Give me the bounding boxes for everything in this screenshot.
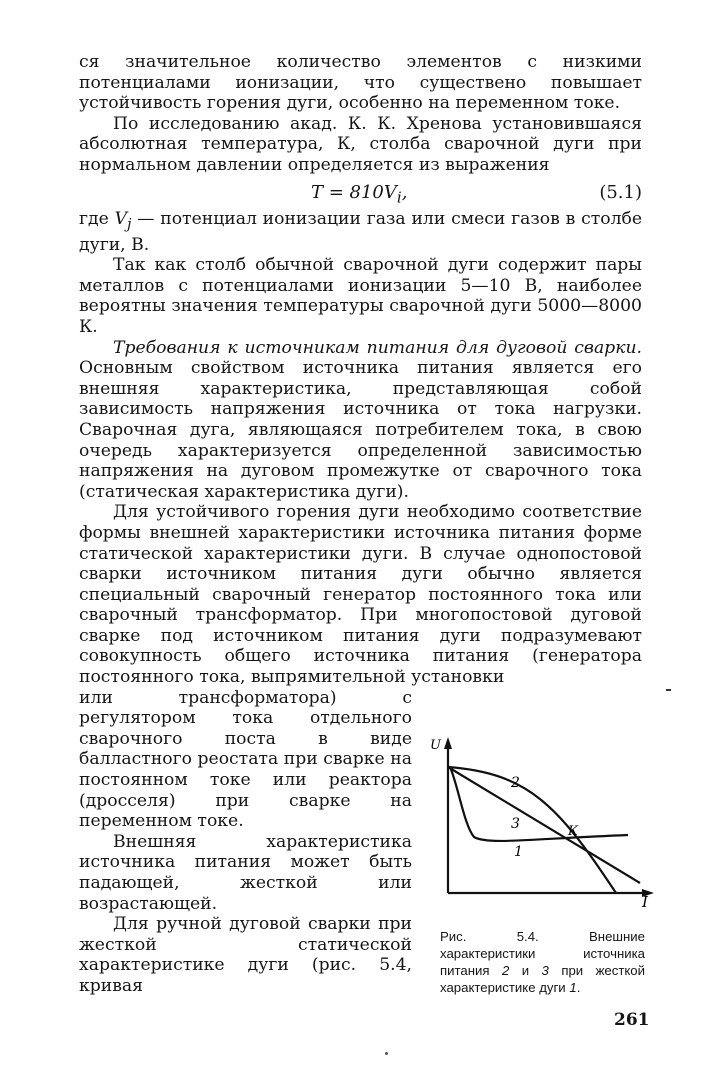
- paragraph-khrenov: По исследованию акад. К. К. Хренова установившаяся абсолютная температура, К, столба сварочной дуги при нормальном давлении определяется из выражения: [79, 113, 642, 175]
- curve-1: [450, 767, 628, 841]
- paragraph-external-characteristic: Внешняя характеристика источника питания может быть падающей, жесткой или возрастающей.: [79, 831, 412, 914]
- formula-5-1: [79, 180, 642, 206]
- paragraph-stability-continued: или трансформатора) с регулятором тока отдельного сварочного поста в виде балластного реостата при сварке на постоянном токе или реактора (дросселя) при сварке на переменном токе.: [79, 687, 412, 832]
- curve-3: [448, 767, 640, 883]
- paragraph-continuation: ся значительное количество элементов с низкими потенциалами ионизации, что существено повышает устойчивость горения дуги, особенно на переменном токе.: [79, 52, 642, 114]
- page-number: 261: [614, 1010, 650, 1030]
- paragraph-temperature: Так как столб обычной сварочной дуги содержит пары металлов с потенциалами ионизации 5—10 В, наиболее вероятны значения температуры сварочной дуги 5000—8000 К.: [79, 255, 642, 337]
- curve-label-2: 2: [511, 775, 520, 791]
- formula-expression: $T = 810V_i$,: [311, 181, 408, 207]
- section-heading: Требования к источникам питания для дуговой сварки.: [113, 337, 642, 358]
- paragraph-manual-welding: Для ручной дуговой сварки при жесткой статической характеристике дуги (рис. 5.4, кривая: [79, 914, 412, 996]
- bottom-speck: [385, 1052, 388, 1055]
- formula-number: (5.1): [599, 181, 642, 203]
- point-label-k: К: [568, 824, 579, 839]
- paragraph-requirements: Требования к источникам питания для дуговой сварки. Основным свойством источника питания является его внешняя характеристика, представляющая собой зависимость напряжения источника от тока нагрузки. Сварочная дуга, являющаяся потребителем тока, в свою очередь характеризуется определенной зависимостью напряжения на дуговом промежутке от сварочного тока (статическая характеристика дуги).: [79, 337, 642, 502]
- axis-y-label: U: [430, 738, 441, 753]
- margin-mark: [666, 689, 671, 691]
- axis-x-label: I: [642, 893, 648, 911]
- figure-caption: Рис. 5.4. Внешние характеристики источника питания 2 и 3 при жесткой характеристике дуги 1.: [440, 929, 645, 995]
- curve-2: [448, 767, 616, 893]
- curve-label-1: 1: [514, 844, 523, 860]
- y-axis-arrow: [444, 737, 452, 749]
- paragraph-stability: Для устойчивого горения дуги необходимо соответствие формы внешней характеристики источника питания форме статической характеристики дуги. В случае однопостовой сварки источником питания дуги обычно является специальный сварочный генератор постоянного тока или сварочный трансформатор. При многопостовой дуговой сварке под источником питания дуги подразумевают совокупность общего источника питания (генератора постоянного тока, выпрямительной установки: [79, 502, 642, 688]
- paragraph-where: где $V_j$ — потенциал ионизации газа или смеси газов в столбе дуги, В.: [79, 208, 643, 255]
- figure-5-4: [418, 735, 656, 935]
- curve-label-3: 3: [511, 816, 520, 832]
